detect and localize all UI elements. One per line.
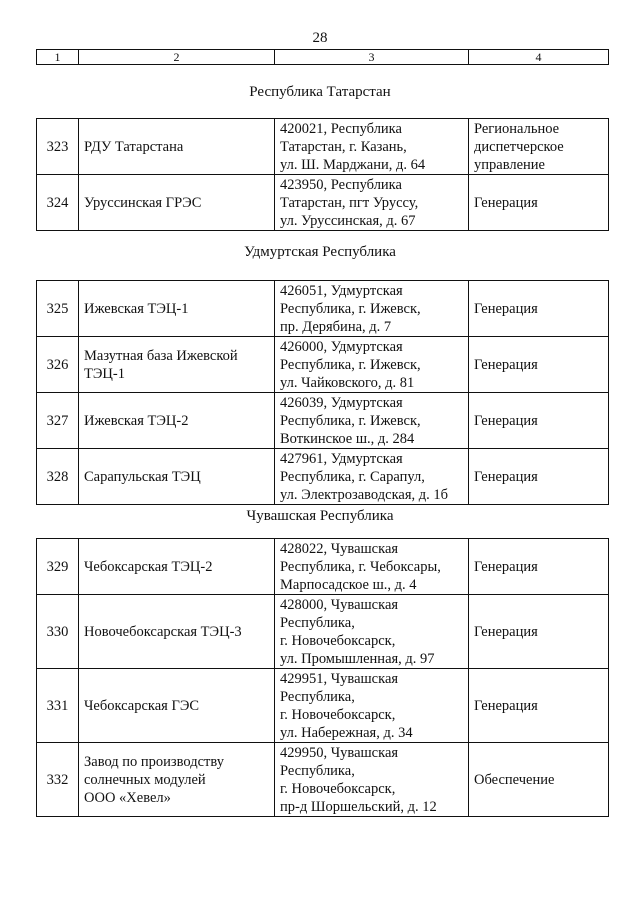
facility-address: 423950, Республика Татарстан, пгт Уруссу, ул. Уруссинская, д. 67	[275, 175, 469, 231]
table-row	[37, 669, 609, 743]
facility-type: Генерация	[469, 393, 609, 449]
column-number: 1	[37, 50, 79, 65]
facility-name: Новочебоксарская ТЭЦ-3	[79, 595, 275, 669]
facility-type: Генерация	[469, 175, 609, 231]
section-table	[36, 280, 609, 505]
facility-name: Завод по производству солнечных модулей ООО «Хевел»	[79, 743, 275, 817]
row-number: 330	[37, 595, 79, 669]
table-row	[37, 119, 609, 175]
section-table	[36, 118, 609, 231]
column-number: 4	[469, 50, 609, 65]
section-title: Удмуртская Республика	[244, 244, 396, 260]
facility-name: Ижевская ТЭЦ-1	[79, 281, 275, 337]
column-number: 3	[275, 50, 469, 65]
facility-address: 420021, Республика Татарстан, г. Казань, ул. Ш. Марджани, д. 64	[275, 119, 469, 175]
table-row	[37, 175, 609, 231]
facility-type: Генерация	[469, 539, 609, 595]
facility-name: Чебоксарская ТЭЦ-2	[79, 539, 275, 595]
row-number: 329	[37, 539, 79, 595]
table-row	[37, 743, 609, 817]
page-number: 28	[312, 30, 328, 46]
facility-address: 426051, Удмуртская Республика, г. Ижевск, пр. Дерябина, д. 7	[275, 281, 469, 337]
table-row	[37, 449, 609, 505]
table-row	[37, 281, 609, 337]
facility-name: Уруссинская ГРЭС	[79, 175, 275, 231]
facility-type: Региональное диспетчерское управление	[469, 119, 609, 175]
row-number: 323	[37, 119, 79, 175]
facility-type: Генерация	[469, 449, 609, 505]
facility-type: Генерация	[469, 669, 609, 743]
column-number: 2	[79, 50, 275, 65]
facility-address: 429951, Чувашская Республика, г. Новочебоксарск, ул. Набережная, д. 34	[275, 669, 469, 743]
facility-address: 426039, Удмуртская Республика, г. Ижевск, Воткинское ш., д. 284	[275, 393, 469, 449]
facility-name: Ижевская ТЭЦ-2	[79, 393, 275, 449]
facility-type: Генерация	[469, 281, 609, 337]
table-row	[37, 539, 609, 595]
row-number: 327	[37, 393, 79, 449]
row-number: 332	[37, 743, 79, 817]
section-title: Республика Татарстан	[249, 84, 391, 100]
table-row	[37, 595, 609, 669]
table-row	[37, 337, 609, 393]
row-number: 331	[37, 669, 79, 743]
facility-name: Сарапульская ТЭЦ	[79, 449, 275, 505]
facility-name: РДУ Татарстана	[79, 119, 275, 175]
row-number: 326	[37, 337, 79, 393]
facility-type: Генерация	[469, 337, 609, 393]
facility-address: 428022, Чувашская Республика, г. Чебоксары, Марпосадское ш., д. 4	[275, 539, 469, 595]
facility-name: Чебоксарская ГЭС	[79, 669, 275, 743]
facility-name: Мазутная база Ижевской ТЭЦ-1	[79, 337, 275, 393]
facility-address: 427961, Удмуртская Республика, г. Сарапул, ул. Электрозаводская, д. 1б	[275, 449, 469, 505]
facility-address: 426000, Удмуртская Республика, г. Ижевск, ул. Чайковского, д. 81	[275, 337, 469, 393]
section-title: Чувашская Республика	[246, 508, 394, 524]
section-table	[36, 538, 609, 817]
table-row	[37, 393, 609, 449]
facility-type: Обеспечение	[469, 743, 609, 817]
row-number: 325	[37, 281, 79, 337]
facility-address: 428000, Чувашская Республика, г. Новочебоксарск, ул. Промышленная, д. 97	[275, 595, 469, 669]
facility-type: Генерация	[469, 595, 609, 669]
facility-address: 429950, Чувашская Республика, г. Новочебоксарск, пр-д Шоршельский, д. 12	[275, 743, 469, 817]
row-number: 324	[37, 175, 79, 231]
row-number: 328	[37, 449, 79, 505]
column-number-header	[36, 49, 609, 65]
